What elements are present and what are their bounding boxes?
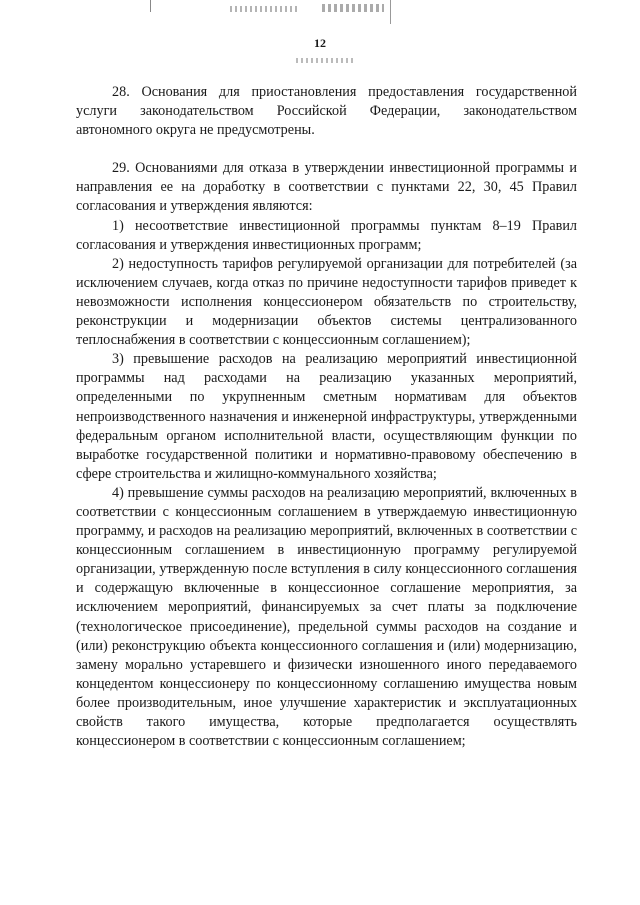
scan-artifact <box>322 4 384 12</box>
list-item-2: 2) недоступность тарифов регулируемой организации для потребителей (за исключением случаев, когда отказ по причине недоступности тарифов приведет к невозможности исполнения концессионером обязательств по строительству, реконструкции и модернизации объектов системы централизованного теплоснабжения в соответствии с концессионным соглашением); <box>76 255 577 349</box>
scan-artifact <box>150 0 151 12</box>
page-number: 12 <box>314 36 326 50</box>
list-item-4: 4) превышение суммы расходов на реализацию мероприятий, включенных в соответствии с концессионным соглашением в утверждаемую инвестиционную программу, и расходов на реализацию мероприятий, включенных в соответствии с концессионным соглашением в инвестиционную программу регулируемой организации, утвержденную после вступления в силу концессионного соглашения и содержащую включенные в концессионное соглашение мероприятия, за исключением мероприятий, финансируемых за счет платы за подключение (технологическое присоединение), предельной суммы расходов на создание и (или) реконструкцию объекта концессионного соглашения и (или) модернизацию, замену морально устаревшего и физически изношенного иного передаваемого концедентом концессионеру по концессионному соглашению имущества новым более производительным, иное улучшение характеристик и эксплуатационных свойств такого имущества, которые предполагается осуществлять концессионером в соответствии с концессионным соглашением; <box>76 484 577 750</box>
paragraph-28: 28. Основания для приостановления предоставления государственной услуги законодательством Российской Федерации, законодательством автономного округа не предусмотрены. <box>76 84 577 139</box>
paragraph-29: 29. Основаниями для отказа в утверждении инвестиционной программы и направления ее на доработку в соответствии с пунктами 22, 30, 45 Правил согласования и утверждения являются: <box>76 160 577 215</box>
scan-artifact <box>296 58 354 63</box>
list-item-1: 1) несоответствие инвестиционной программы пунктам 8–19 Правил согласования и утверждения инвестиционных программ; <box>76 217 577 253</box>
scan-artifact <box>390 0 391 24</box>
document-body <box>76 83 577 751</box>
scan-artifact <box>230 6 300 12</box>
list-item-3: 3) превышение расходов на реализацию мероприятий инвестиционной программы над расходами на реализацию указанных мероприятий, определенными по укрупненным сметным нормативам для объектов непроизводственного назначения и инженерной инфраструктуры, утвержденными федеральным органом исполнительной власти, осуществляющим функции по выработке государственной политики и нормативно-правовому обеспечению в сфере строительства и жилищно-коммунального хозяйства; <box>76 351 577 482</box>
